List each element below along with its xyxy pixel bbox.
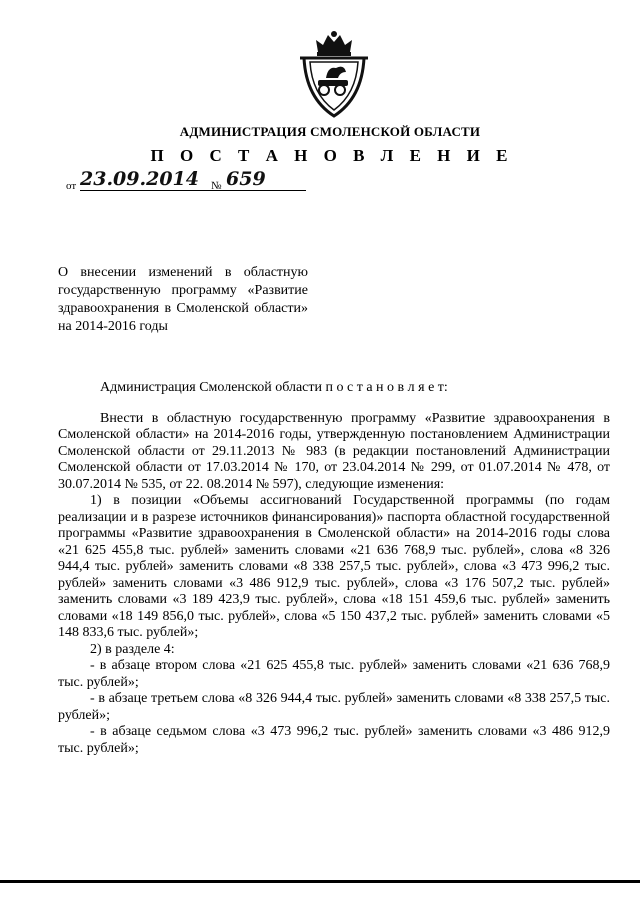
paragraph: - в абзаце втором слова «21 625 455,8 тыс. рублей» заменить словами «21 636 768,9 тыс. рублей»; (58, 658, 610, 690)
number-prefix: № (211, 180, 222, 192)
date-prefix: от (66, 180, 77, 192)
date-number-line (66, 168, 396, 194)
paragraph: 2) в разделе 4: (90, 641, 175, 657)
coat-of-arms-emblem (296, 28, 372, 120)
handwritten-date: 23.09.2014 (80, 168, 240, 191)
document-type-title: П О С Т А Н О В Л Е Н И Е (150, 146, 514, 165)
document-subject: О внесении изменений в областную государственную программу «Развитие здравоохранения в Смоленской области» на 2014-2016 годы (58, 265, 308, 334)
paragraph: Внести в областную государственную программу «Развитие здравоохранения в Смоленской области» на 2014-2016 годы, утвержденную постановлением Администрации Смоленской области от 29.11.2013 № 983 (в редакции постановлений Администрации Смоленской области от 17.03.2014 № 170, от 23.04.2014 № 299, от 01.07.2014 № 478, от 30.07.2014 № 535, от 22. 08.2014 № 597), следующие изменения: (58, 410, 610, 492)
handwritten-number: 659 (226, 168, 306, 191)
paragraph: - в абзаце седьмом слова «3 473 996,2 тыс. рублей» заменить словами «3 486 912,9 тыс. рублей»; (58, 724, 610, 756)
preamble: Администрация Смоленской области п о с т а н о в л я е т: (100, 380, 448, 395)
paragraph: 1) в позиции «Объемы ассигнований Государственной программы (по годам реализации и в разрезе источников финансирования)» паспорта областной государственной программы «Развитие здравоохранения в Смоленской области» на 2014-2016 годы слова «21 625 455,8 тыс. рублей» заменить словами «21 636 768,9 тыс. рублей», слова «8 326 944,4 тыс. рублей» заменить словами «8 338 257,5 тыс. рублей», слова «3 473 996,2 тыс. рублей» заменить словами «3 486 912,9 тыс. рублей», слова «3 176 507,2 тыс. рублей» заменить словами «3 189 423,9 тыс. рублей», слова «18 151 459,6 тыс. рублей» заменить словами «18 149 856,0 тыс. рублей», слова «5 150 437,2 тыс. рублей» заменить словами «5 148 833,6 тыс. рублей»; (58, 493, 610, 640)
paragraph: - в абзаце третьем слова «8 326 944,4 тыс. рублей» заменить словами «8 338 257,5 тыс. рублей»; (58, 691, 610, 723)
organization-name: АДМИНИСТРАЦИЯ СМОЛЕНСКОЙ ОБЛАСТИ (179, 124, 481, 139)
document-body (58, 380, 610, 757)
page-bottom-rule (0, 880, 640, 883)
